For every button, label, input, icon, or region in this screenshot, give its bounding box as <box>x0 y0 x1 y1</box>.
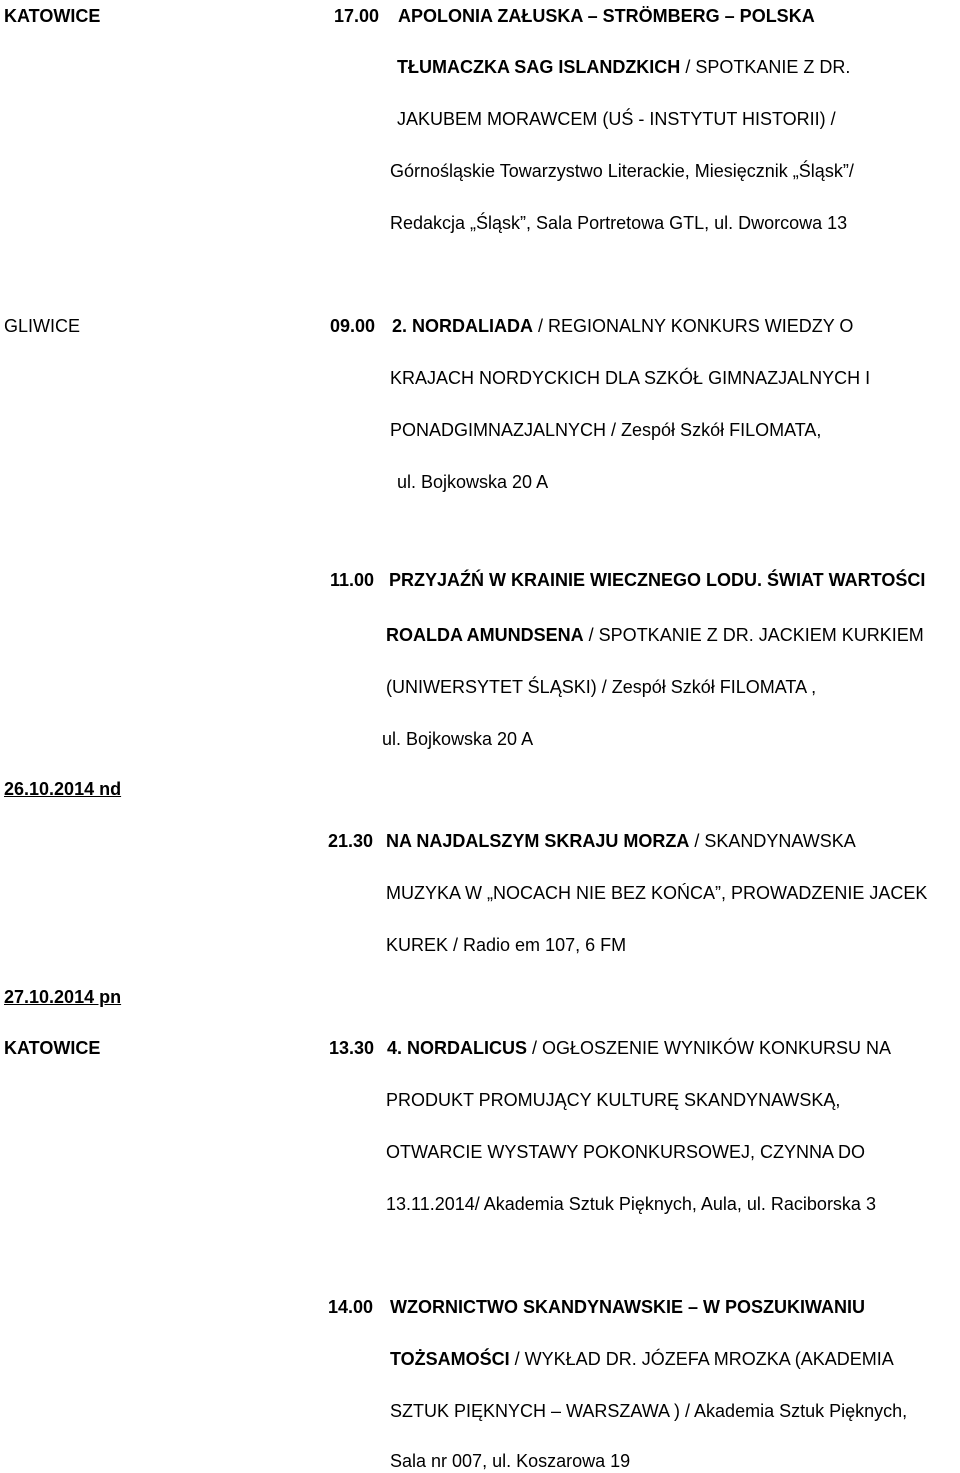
event-desc: / SKANDYNAWSKA <box>689 831 856 851</box>
event-desc: / REGIONALNY KONKURS WIEDZY O <box>533 316 854 336</box>
event-description-line: KUREK / Radio em 107, 6 FM <box>386 935 627 955</box>
event-description-line: PRODUKT PROMUJĄCY KULTURĘ SKANDYNAWSKĄ, <box>386 1090 841 1110</box>
event-description-line: SZTUK PIĘKNYCH – WARSZAWA ) / Akademia Sztuk Pięknych, <box>390 1401 908 1421</box>
event-title-cont: TŁUMACZKA SAG ISLANDZKICH <box>397 57 681 77</box>
event-description-line <box>392 314 853 338</box>
event-description-line: ul. Bojkowska 20 A <box>397 472 549 492</box>
event-desc: / OGŁOSZENIE WYNIKÓW KONKURSU NA <box>527 1038 892 1058</box>
event-time: 13.30 <box>329 1038 375 1058</box>
event-title-cont: ROALDA AMUNDSENA <box>386 625 584 645</box>
event-description-line <box>386 829 856 853</box>
event-description-line: JAKUBEM MORAWCEM (UŚ - INSTYTUT HISTORII) / <box>397 109 836 129</box>
event-description-line: OTWARCIE WYSTAWY POKONKURSOWEJ, CZYNNA DO <box>386 1142 866 1162</box>
event-time: 11.00 <box>330 570 375 590</box>
event-description-line: KRAJACH NORDYCKICH DLA SZKÓŁ GIMNAZJALNYCH I <box>390 368 871 388</box>
event-description-line <box>397 55 850 79</box>
event-time: 14.00 <box>328 1297 374 1317</box>
event-title: APOLONIA ZAŁUSKA – STRÖMBERG – POLSKA <box>398 6 815 26</box>
event-title: PRZYJAŹŃ W KRAINIE WIECZNEGO LODU. ŚWIAT WARTOŚCI <box>389 570 926 590</box>
event-title-cont: TOŻSAMOŚCI <box>390 1349 510 1369</box>
event-time: 17.00 <box>334 6 380 26</box>
event-description-line <box>390 1347 894 1371</box>
event-title: NA NAJDALSZYM SKRAJU MORZA <box>386 831 690 851</box>
event-desc: / SPOTKANIE Z DR. <box>680 57 851 77</box>
city-label: KATOWICE <box>4 6 101 26</box>
date-heading: 26.10.2014 nd <box>4 779 122 799</box>
event-description-line <box>387 1036 891 1060</box>
city-label: GLIWICE <box>4 316 81 336</box>
event-description-line: ul. Bojkowska 20 A <box>382 729 534 749</box>
event-description-line: Redakcja „Śląsk”, Sala Portretowa GTL, ul. Dworcowa 13 <box>390 213 848 233</box>
event-description-line <box>386 623 924 647</box>
event-title: 2. NORDALIADA <box>392 316 534 336</box>
event-title: 4. NORDALICUS <box>387 1038 528 1058</box>
city-label: KATOWICE <box>4 1038 101 1058</box>
event-description-line: (UNIWERSYTET ŚLĄSKI) / Zespół Szkół FILOMATA , <box>386 677 817 697</box>
event-desc: / SPOTKANIE Z DR. JACKIEM KURKIEM <box>583 625 924 645</box>
event-description-line: Sala nr 007, ul. Koszarowa 19 <box>390 1451 631 1471</box>
event-description-line: MUZYKA W „NOCACH NIE BEZ KOŃCA”, PROWADZENIE JACEK <box>386 883 928 903</box>
event-description-line: 13.11.2014/ Akademia Sztuk Pięknych, Aula, ul. Raciborska 3 <box>386 1194 876 1214</box>
event-description-line: Górnośląskie Towarzystwo Literackie, Miesięcznik „Śląsk”/ <box>390 161 854 181</box>
event-desc: / WYKŁAD DR. JÓZEFA MROZKA (AKADEMIA <box>509 1349 894 1369</box>
event-title: WZORNICTWO SKANDYNAWSKIE – W POSZUKIWANIU <box>390 1297 865 1317</box>
event-time: 09.00 <box>330 316 376 336</box>
date-heading: 27.10.2014 pn <box>4 987 122 1007</box>
event-description-line: PONADGIMNAZJALNYCH / Zespół Szkół FILOMATA, <box>390 420 822 440</box>
event-time: 21.30 <box>328 831 374 851</box>
